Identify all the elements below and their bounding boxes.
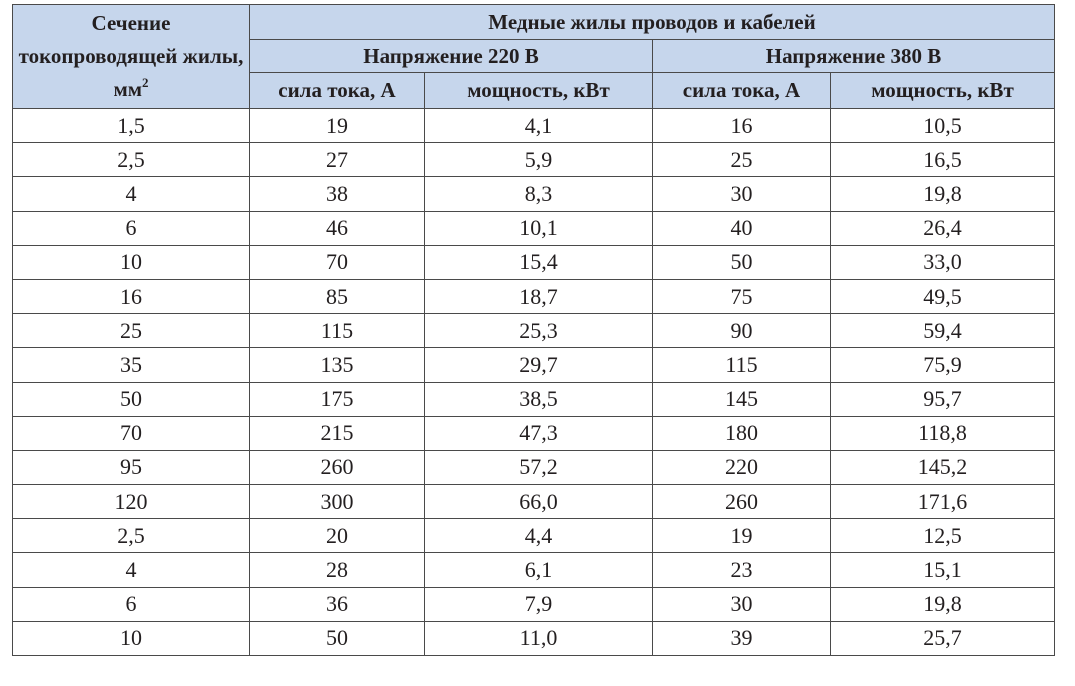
table-row — [13, 485, 1055, 519]
current-380-cell: 23 — [653, 553, 831, 587]
current-380-cell: 75 — [653, 279, 831, 313]
cross-section-cell: 25 — [13, 314, 250, 348]
cross-section-cell: 6 — [13, 587, 250, 621]
table-row — [13, 553, 1055, 587]
current-380-cell: 39 — [653, 621, 831, 655]
cross-section-cell: 35 — [13, 348, 250, 382]
power-220-cell: 11,0 — [425, 621, 653, 655]
current-380-cell: 25 — [653, 143, 831, 177]
cross-section-cell: 1,5 — [13, 109, 250, 143]
power-220-cell: 10,1 — [425, 211, 653, 245]
table-row — [13, 177, 1055, 211]
current-220-cell: 20 — [250, 519, 425, 553]
cross-section-cell: 16 — [13, 279, 250, 313]
table-row — [13, 279, 1055, 313]
cross-section-cell: 6 — [13, 211, 250, 245]
power-380-header: мощность, кВт — [831, 73, 1055, 109]
table-row — [13, 211, 1055, 245]
power-380-cell: 49,5 — [831, 279, 1055, 313]
power-220-cell: 25,3 — [425, 314, 653, 348]
current-380-cell: 16 — [653, 109, 831, 143]
table-row — [13, 348, 1055, 382]
table-row — [13, 143, 1055, 177]
current-220-cell: 38 — [250, 177, 425, 211]
current-220-cell: 70 — [250, 245, 425, 279]
power-220-cell: 15,4 — [425, 245, 653, 279]
power-220-cell: 7,9 — [425, 587, 653, 621]
power-220-cell: 6,1 — [425, 553, 653, 587]
current-380-cell: 260 — [653, 485, 831, 519]
current-220-cell: 28 — [250, 553, 425, 587]
current-220-cell: 175 — [250, 382, 425, 416]
current-380-cell: 90 — [653, 314, 831, 348]
current-380-cell: 115 — [653, 348, 831, 382]
table-row — [13, 519, 1055, 553]
voltage-380-header: Напряжение 380 В — [653, 40, 1055, 73]
power-380-cell: 19,8 — [831, 177, 1055, 211]
current-220-cell: 135 — [250, 348, 425, 382]
cross-section-cell: 95 — [13, 450, 250, 484]
current-380-cell: 180 — [653, 416, 831, 450]
power-220-cell: 8,3 — [425, 177, 653, 211]
table-row — [13, 245, 1055, 279]
power-220-cell: 66,0 — [425, 485, 653, 519]
power-380-cell: 145,2 — [831, 450, 1055, 484]
current-380-cell: 19 — [653, 519, 831, 553]
cross-section-cell: 10 — [13, 621, 250, 655]
current-220-cell: 85 — [250, 279, 425, 313]
table-row — [13, 314, 1055, 348]
power-220-cell: 47,3 — [425, 416, 653, 450]
current-380-cell: 220 — [653, 450, 831, 484]
cross-section-cell: 10 — [13, 245, 250, 279]
current-220-header: сила тока, А — [250, 73, 425, 109]
power-380-cell: 95,7 — [831, 382, 1055, 416]
power-380-cell: 12,5 — [831, 519, 1055, 553]
table-row — [13, 109, 1055, 143]
copper-cores-group-header: Медные жилы проводов и кабелей — [250, 5, 1055, 40]
power-220-header: мощность, кВт — [425, 73, 653, 109]
power-380-cell: 59,4 — [831, 314, 1055, 348]
table-body — [13, 109, 1055, 656]
current-220-cell: 50 — [250, 621, 425, 655]
table-row — [13, 621, 1055, 655]
current-380-cell: 30 — [653, 587, 831, 621]
section-unit-superscript: 2 — [142, 75, 149, 90]
section-column-label: Сечение токопроводящей жилы, мм — [18, 11, 244, 101]
cross-section-cell: 4 — [13, 553, 250, 587]
cross-section-cell: 4 — [13, 177, 250, 211]
current-380-cell: 40 — [653, 211, 831, 245]
current-220-cell: 300 — [250, 485, 425, 519]
section-column-header — [13, 5, 250, 109]
table-row — [13, 416, 1055, 450]
current-220-cell: 36 — [250, 587, 425, 621]
power-220-cell: 4,4 — [425, 519, 653, 553]
current-380-header: сила тока, А — [653, 73, 831, 109]
power-220-cell: 57,2 — [425, 450, 653, 484]
power-380-cell: 10,5 — [831, 109, 1055, 143]
power-380-cell: 33,0 — [831, 245, 1055, 279]
power-380-cell: 26,4 — [831, 211, 1055, 245]
current-220-cell: 46 — [250, 211, 425, 245]
table-row — [13, 382, 1055, 416]
power-380-cell: 75,9 — [831, 348, 1055, 382]
current-220-cell: 115 — [250, 314, 425, 348]
current-220-cell: 19 — [250, 109, 425, 143]
cable-capacity-table — [12, 4, 1055, 656]
table-row — [13, 450, 1055, 484]
table-header — [13, 5, 1055, 109]
current-220-cell: 27 — [250, 143, 425, 177]
power-380-cell: 15,1 — [831, 553, 1055, 587]
cross-section-cell: 70 — [13, 416, 250, 450]
cross-section-cell: 2,5 — [13, 519, 250, 553]
power-380-cell: 118,8 — [831, 416, 1055, 450]
current-380-cell: 50 — [653, 245, 831, 279]
power-380-cell: 19,8 — [831, 587, 1055, 621]
cross-section-cell: 120 — [13, 485, 250, 519]
cross-section-cell: 2,5 — [13, 143, 250, 177]
voltage-220-header: Напряжение 220 В — [250, 40, 653, 73]
current-380-cell: 30 — [653, 177, 831, 211]
power-220-cell: 4,1 — [425, 109, 653, 143]
cross-section-cell: 50 — [13, 382, 250, 416]
power-220-cell: 18,7 — [425, 279, 653, 313]
current-220-cell: 215 — [250, 416, 425, 450]
power-220-cell: 5,9 — [425, 143, 653, 177]
power-380-cell: 25,7 — [831, 621, 1055, 655]
table-row — [13, 587, 1055, 621]
power-380-cell: 16,5 — [831, 143, 1055, 177]
power-380-cell: 171,6 — [831, 485, 1055, 519]
power-220-cell: 38,5 — [425, 382, 653, 416]
power-220-cell: 29,7 — [425, 348, 653, 382]
current-220-cell: 260 — [250, 450, 425, 484]
current-380-cell: 145 — [653, 382, 831, 416]
